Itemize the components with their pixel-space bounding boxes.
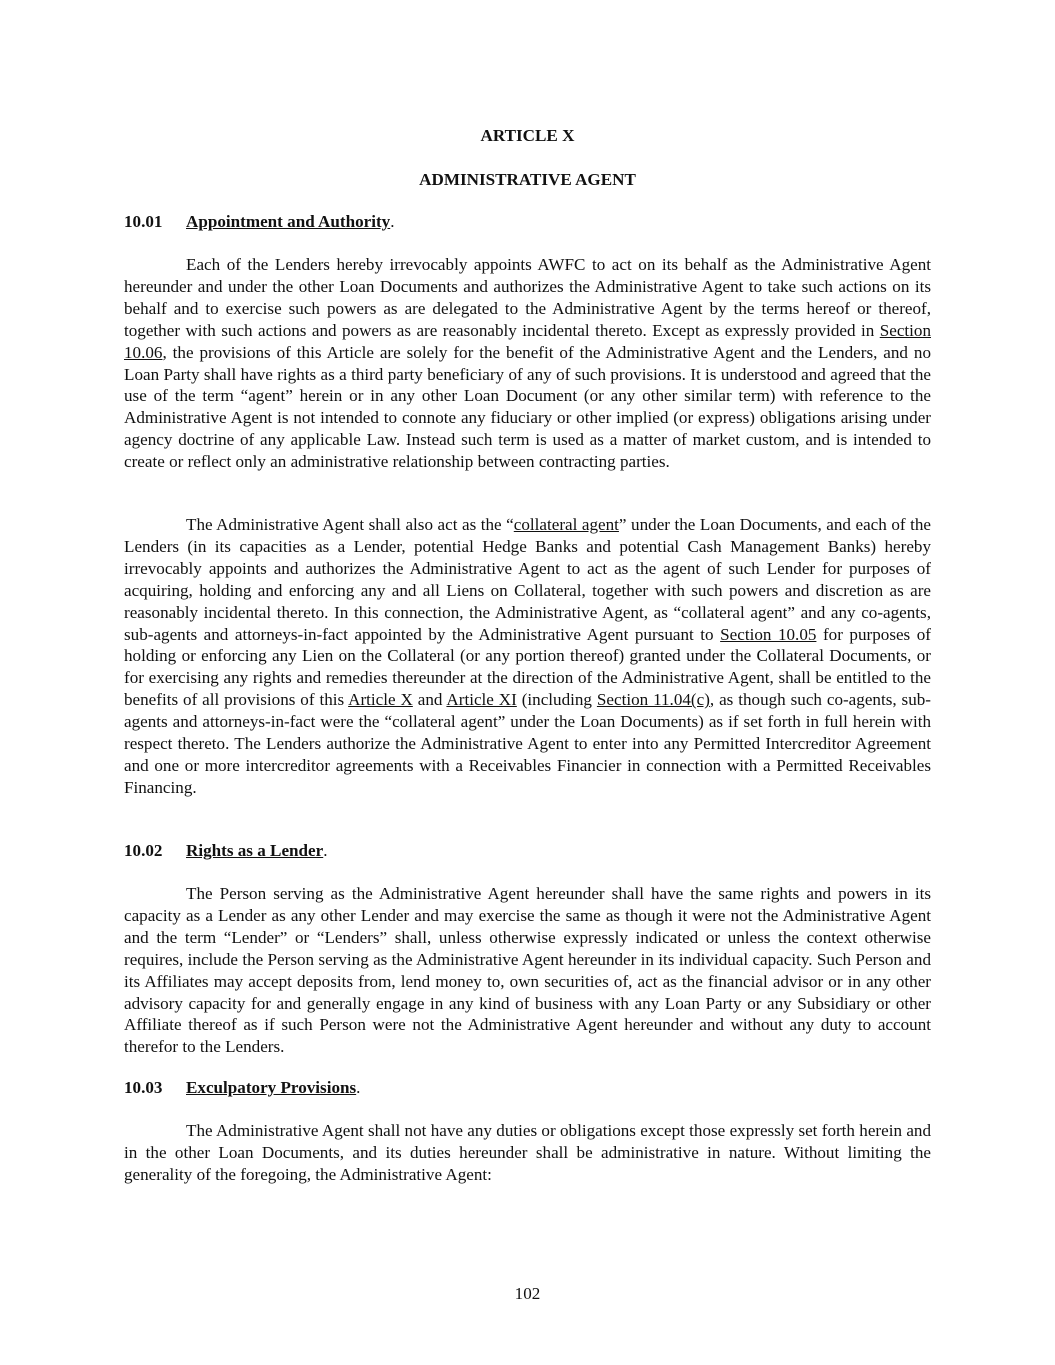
paragraph-rights-as-lender: The Person serving as the Administrative Agent hereunder shall have the same rights and powers in its capacity as a Lender as any other Lender and may exercise the same as though it were not the Administrative Agent and the term “Lender” or “Lenders” shall, unless otherwise expressly indicated or unless the context otherwise requires, include the Person serving as the Administrative Agent hereunder in its individual capacity. Such Person and its Affiliates may accept deposits from, lend money to, own securities of, act as the financial advisor or in any other advisory capacity for and generally engage in any kind of business with any Loan Party or any Subsidiary or other Affiliate thereof as if such Person were not the Administrative Agent hereunder and without any duty to account therefor to the Lenders. <box>124 884 931 1057</box>
section-number: 10.01 <box>124 212 163 231</box>
paragraph-exculpatory: The Administrative Agent shall not have any duties or obligations except those expressly set forth herein and in the other Loan Documents, and its duties hereunder shall be administrative in nature. Without limiting the generality of the foregoing, the Administrative Agent: <box>124 1121 931 1184</box>
cross-reference: Article X <box>348 690 413 710</box>
article-title: ADMINISTRATIVE AGENT <box>419 170 636 189</box>
section-heading-10-02: 10.02 Rights as a Lender. <box>124 841 328 860</box>
section-title: Appointment and Authority <box>186 212 391 231</box>
section-title: Exculpatory Provisions <box>186 1078 357 1097</box>
section-title: Rights as a Lender <box>186 841 324 860</box>
cross-reference: Section 10.05 <box>720 624 817 644</box>
defined-term: collateral agent <box>513 515 619 534</box>
page-number: 102 <box>514 1284 541 1303</box>
cross-reference: Section 11.04(c) <box>596 690 710 710</box>
cross-reference: Article XI <box>446 690 517 710</box>
article-number: ARTICLE X <box>480 126 575 145</box>
section-heading-10-03: 10.03 Exculpatory Provisions. <box>124 1078 361 1097</box>
section-number: 10.03 <box>124 1078 163 1097</box>
section-heading-10-01: 10.01 Appointment and Authority. <box>124 212 395 231</box>
paragraph-appointment: Each of the Lenders hereby irrevocably appoints AWFC to act on its behalf as the Administrative Agent hereunder and under the other Loan Documents and authorizes the Administrative Agent to take such actions on its behalf and to exercise such powers as are delegated to the Administrative Agent by the terms hereof or thereof, together with such actions and powers as are reasonably incidental thereto. Except as expressly provided in Section 10.06, the provisions of this Article are solely for the benefit of the Administrative Agent and the Lenders, and no Loan Party shall have rights as a third party beneficiary of any of such provisions. It is understood and agreed that the use of the term “agent” herein or in any other Loan Document (or any other similar term) with reference to the Administrative Agent is not intended to connote any fiduciary or other implied (or express) obligations arising under agency doctrine of any applicable Law. Instead such term is used as a matter of market custom, and is intended to create or reflect only an administrative relationship between contracting parties. <box>124 255 931 472</box>
section-number: 10.02 <box>124 841 163 860</box>
cross-reference: Section 10.06 <box>124 320 931 362</box>
paragraph-collateral-agent: The Administrative Agent shall also act as the “collateral agent” under the Loan Documents, and each of the Lenders (in its capacities as a Lender, potential Hedge Banks and potential Cash Management Banks) hereby irrevocably appoints and authorizes the Administrative Agent to act as the agent of such Lender for purposes of acquiring, holding and enforcing any and all Liens on Collateral, together with such powers and discretion as are reasonably incidental thereto. In this connection, the Administrative Agent, as “collateral agent” and any co-agents, sub-agents and attorneys-in-fact appointed by the Administrative Agent pursuant to Section 10.05 for purposes of holding or enforcing any Lien on the Collateral (or any portion thereof) granted under the Collateral Documents, or for exercising any rights and remedies thereunder at the direction of the Administrative Agent, shall be entitled to the benefits of all provisions of this Article X and Article XI (including Section 11.04(c), as though such co-agents, sub-agents and attorneys-in-fact were the “collateral agent” under the Loan Documents) as if set forth in full herein with respect thereto. The Lenders authorize the Administrative Agent to enter into any Permitted Intercreditor Agreement and one or more intercreditor agreements with a Receivables Financier in connection with a Permitted Receivables Financing. <box>124 515 931 797</box>
